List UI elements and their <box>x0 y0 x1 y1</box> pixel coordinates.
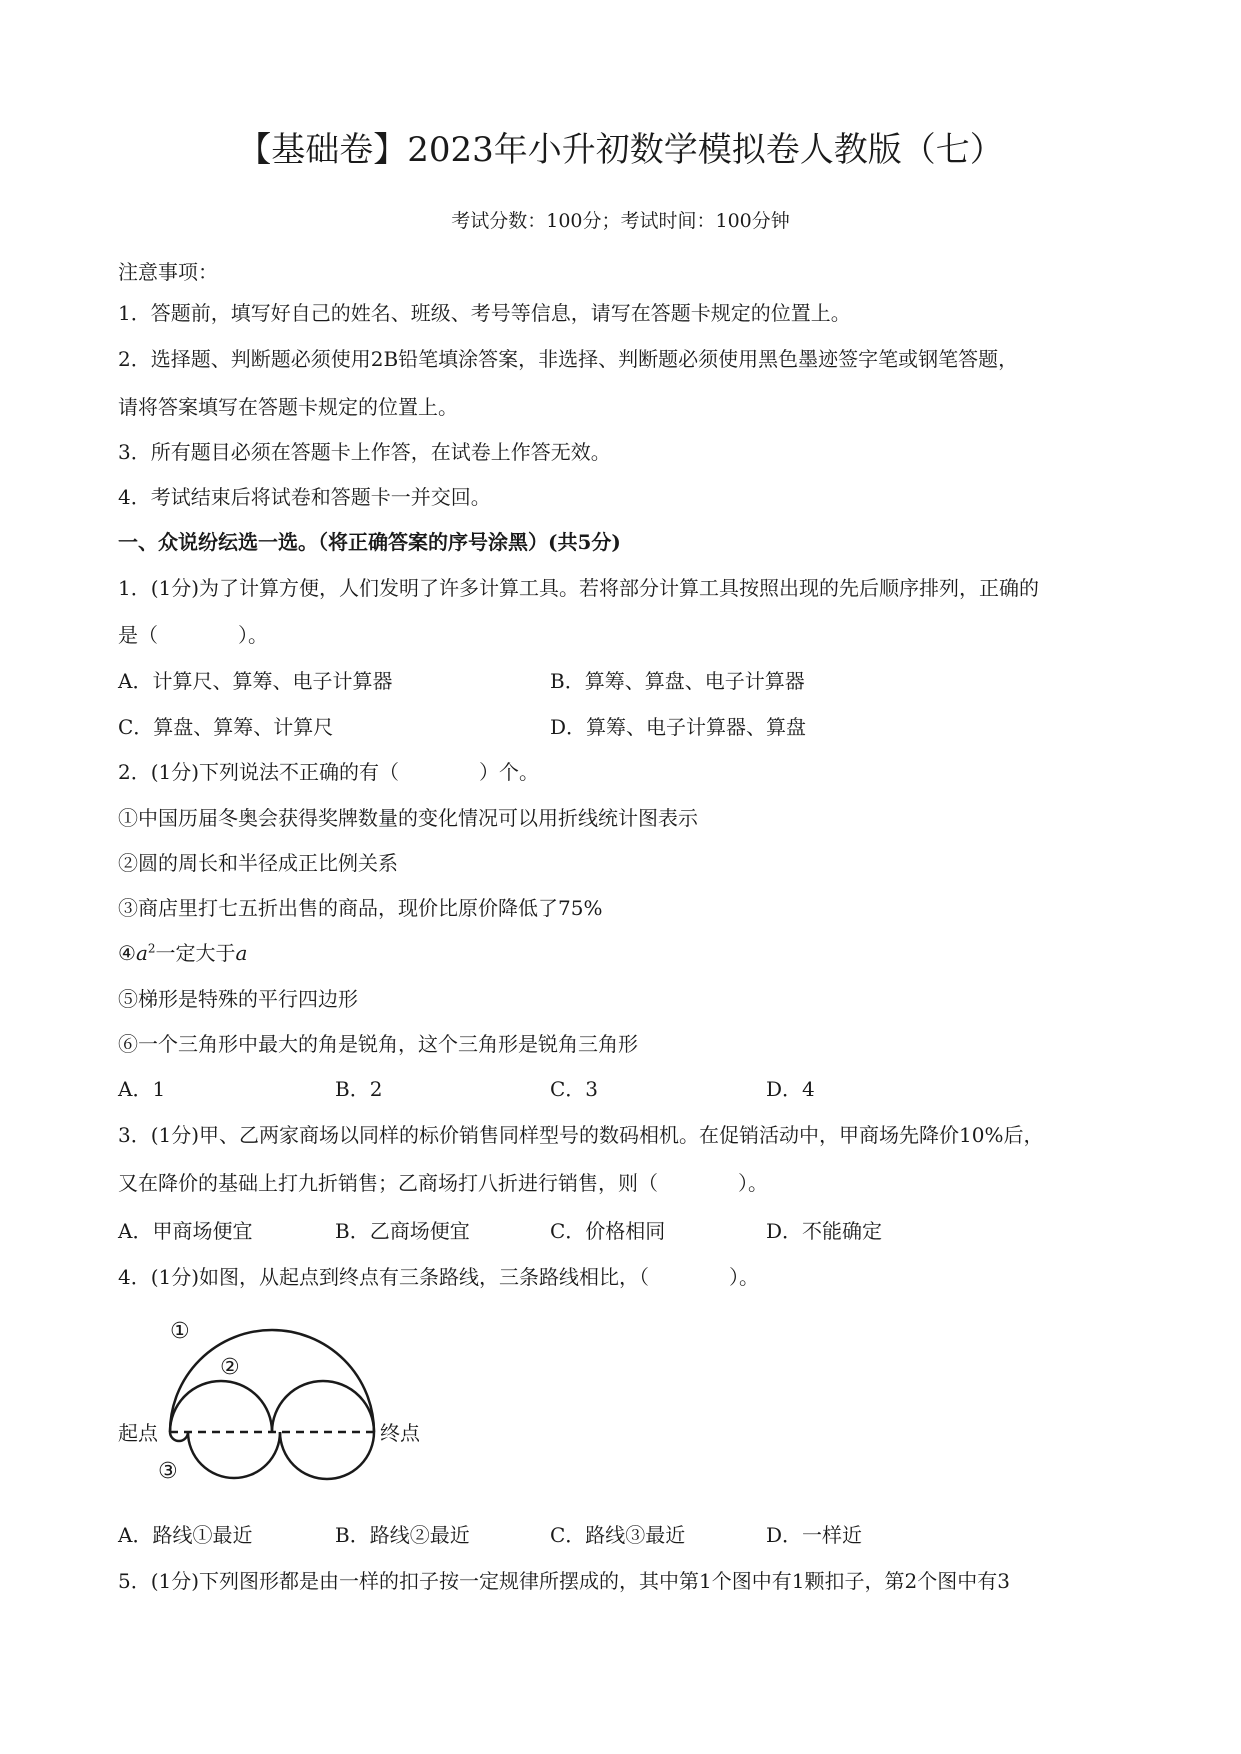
statement-4-prefix: ④ <box>118 941 136 965</box>
q1-option-d[interactable]: D．算筹、电子计算器、算盘 <box>550 715 807 739</box>
q4-option-d[interactable]: D．一样近 <box>766 1523 863 1547</box>
q2-option-c[interactable]: C．3 <box>550 1077 599 1101</box>
notice-item: 3．所有题目必须在答题卡上作答，在试卷上作答无效。 <box>118 440 611 464</box>
q1-option-b[interactable]: B．算筹、算盘、电子计算器 <box>550 669 805 693</box>
q1-option-a[interactable]: A．计算尺、算筹、电子计算器 <box>118 669 393 693</box>
q3-option-a[interactable]: A．甲商场便宜 <box>118 1219 253 1243</box>
question-4-stem: 4．(1分)如图，从起点到终点有三条路线，三条路线相比，（ ）。 <box>118 1265 760 1289</box>
question-3-stem: 3．(1分)甲、乙两家商场以同样的标价销售同样型号的数码相机。在促销活动中，甲商场先降价10%后， <box>118 1123 1044 1147</box>
end-label: 终点 <box>380 1421 420 1445</box>
route-1-label: ① <box>170 1319 190 1344</box>
q4-option-a[interactable]: A．路线①最近 <box>118 1523 253 1547</box>
statement-1: ①中国历届冬奥会获得奖牌数量的变化情况可以用折线统计图表示 <box>118 806 698 830</box>
q2-option-a[interactable]: A．1 <box>118 1077 166 1101</box>
statement-4-base: a <box>135 941 148 965</box>
route-3-arc-small <box>170 1432 188 1441</box>
statement-4 <box>118 938 247 968</box>
question-5-stem: 5．(1分)下列图形都是由一样的扣子按一定规律所摆成的，其中第1个图中有1颗扣子，第2个图中有3 <box>118 1569 1010 1593</box>
q3-option-c[interactable]: C．价格相同 <box>550 1219 666 1243</box>
question-1-stem: 1．(1分)为了计算方便，人们发明了许多计算工具。若将部分计算工具按照出现的先后顺序排列，正确的 <box>118 576 1040 600</box>
section-heading: 一、众说纷纭选一选。（将正确答案的序号涂黑）(共5分) <box>118 530 621 554</box>
route-1-arc <box>170 1330 374 1432</box>
route-2-label: ② <box>220 1355 240 1380</box>
route-3-arc-middle <box>188 1432 280 1478</box>
notice-item: 4．考试结束后将试卷和答题卡一并交回。 <box>118 485 491 509</box>
route-figure <box>118 1310 458 1490</box>
q2-option-b[interactable]: B．2 <box>335 1077 383 1101</box>
q1-option-c[interactable]: C．算盘、算筹、计算尺 <box>118 715 334 739</box>
statement-2: ②圆的周长和半径成正比例关系 <box>118 851 398 875</box>
statement-6: ⑥一个三角形中最大的角是锐角，这个三角形是锐角三角形 <box>118 1032 638 1056</box>
q2-option-d[interactable]: D．4 <box>766 1077 815 1101</box>
route-3-label: ③ <box>158 1459 178 1484</box>
q3-option-d[interactable]: D．不能确定 <box>766 1219 883 1243</box>
exam-info: 考试分数：100分；考试时间：100分钟 <box>451 210 790 232</box>
notice-item: 2．选择题、判断题必须使用2B铅笔填涂答案，非选择、判断题必须使用黑色墨迹签字笔或钢笔答题， <box>118 347 1019 371</box>
statement-4-var: a <box>235 941 248 965</box>
statement-4-exponent: 2 <box>147 941 156 956</box>
statement-3: ③商店里打七五折出售的商品，现价比原价降低了75% <box>118 896 603 920</box>
question-3-stem-cont: 又在降价的基础上打九折销售；乙商场打八折进行销售，则（ ）。 <box>118 1171 768 1195</box>
route-2-arc-right <box>272 1381 374 1432</box>
route-3-arc-right <box>280 1432 374 1479</box>
page-title: 【基础卷】2023年小升初数学模拟卷人教版（七） <box>237 130 1004 170</box>
q4-option-b[interactable]: B．路线②最近 <box>335 1523 470 1547</box>
route-2-arc-left <box>170 1381 272 1432</box>
start-label: 起点 <box>118 1421 158 1445</box>
statement-4-text: 一定大于 <box>155 941 236 965</box>
notice-item: 1．答题前，填写好自己的姓名、班级、考号等信息，请写在答题卡规定的位置上。 <box>118 301 851 325</box>
question-2-stem: 2．(1分)下列说法不正确的有（ ）个。 <box>118 760 540 784</box>
statement-5: ⑤梯形是特殊的平行四边形 <box>118 987 358 1011</box>
notice-item: 请将答案填写在答题卡规定的位置上。 <box>118 395 458 419</box>
notice-heading: 注意事项： <box>118 260 218 284</box>
question-1-stem-cont: 是（ ）。 <box>118 623 268 647</box>
q3-option-b[interactable]: B．乙商场便宜 <box>335 1219 470 1243</box>
q4-option-c[interactable]: C．路线③最近 <box>550 1523 686 1547</box>
